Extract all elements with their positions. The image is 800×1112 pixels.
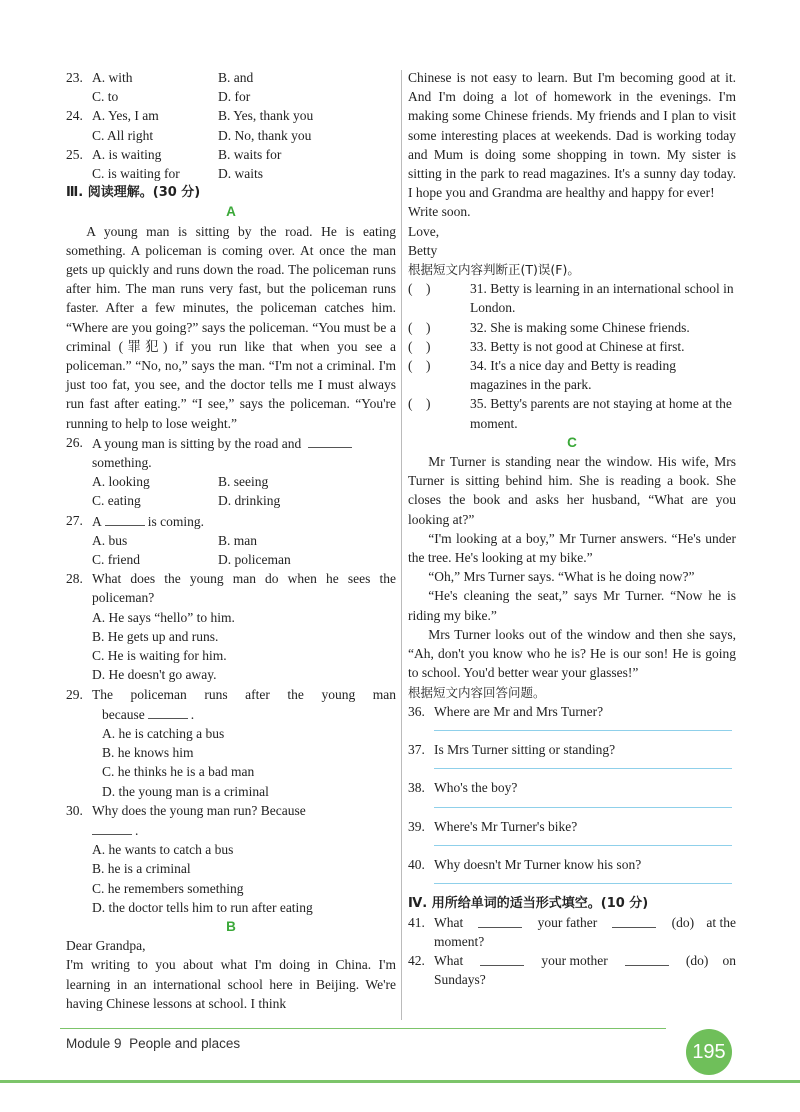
column-divider xyxy=(401,70,402,1020)
answer-blank[interactable] xyxy=(612,913,656,928)
passage-c-paragraph: Mr Turner is standing near the window. His wife, Mrs Turner is sitting behind him. She is reading a book. She closes the book and asks her husband, “What are you looking at?” xyxy=(408,454,736,527)
tf-item: ( ) 33. Betty is not good at Chinese at first. xyxy=(408,337,736,356)
module-title: Module 9 People and places xyxy=(66,1036,241,1051)
passage-a-label: A xyxy=(226,204,236,220)
answer-line[interactable] xyxy=(408,759,736,778)
tf-answer-box[interactable]: ( ) xyxy=(408,319,431,335)
right-column xyxy=(408,68,736,990)
answer-blank[interactable] xyxy=(478,913,522,928)
question-24: 24. A. Yes, I am B. Yes, thank you C. All right D. No, thank you xyxy=(66,108,314,143)
qa-question: 39. Where's Mr Turner's bike? xyxy=(408,818,578,834)
qa-question: 36. Where are Mr and Mrs Turner? xyxy=(408,703,604,719)
question-41: 41. What your father (do) at the moment? xyxy=(408,914,736,950)
tf-answer-box[interactable]: ( ) xyxy=(408,281,431,297)
page-number: 195 xyxy=(686,1029,732,1075)
qa-list xyxy=(408,702,736,894)
footer-bar xyxy=(0,1080,800,1083)
answer-line[interactable] xyxy=(408,721,736,740)
question-27: 27. A is coming. A. bus B. man C. friend D. policeman xyxy=(66,512,291,568)
letter-signature: Betty xyxy=(408,242,438,258)
answer-line[interactable] xyxy=(408,798,736,817)
question-29: 29. The policeman runs after the young man because . A. he is catching a bus B. he knows him C. he thinks he is a bad man D. the young man is a criminal xyxy=(66,686,396,799)
qa-question: 40. Why doesn't Mr Turner know his son? xyxy=(408,857,642,873)
page-footer xyxy=(0,1024,800,1084)
tf-item: ( ) 35. Betty's parents are not staying at home at the moment. xyxy=(408,394,736,432)
answer-line[interactable] xyxy=(408,836,736,855)
question-28: 28. What does the young man do when he sees the policeman? A. He says “hello” to him. B. He gets up and runs. C. He is waiting for him. D. He doesn't go away. xyxy=(66,571,396,683)
section-3-heading: Ⅲ. 阅读理解。(30 分) xyxy=(66,185,201,201)
tf-item: ( ) 32. She is making some Chinese friends. xyxy=(408,318,736,337)
tf-item: ( ) 31. Betty is learning in an international school in London. xyxy=(408,279,736,317)
answer-blank[interactable] xyxy=(148,704,188,719)
passage-c-paragraph: Mrs Turner looks out of the window and then she says, “Ah, don't you know who he is? He is our son! He is going to school. You'd better wear your glasses!” xyxy=(408,626,736,681)
tf-item: ( ) 34. It's a nice day and Betty is reading magazines in the park. xyxy=(408,356,736,394)
answer-blank[interactable] xyxy=(92,820,132,835)
passage-c-label: C xyxy=(567,434,577,450)
question-23: 23. A. with B. and C. to D. for xyxy=(66,70,254,105)
question-42: 42. What your mother (do) on Sundays? xyxy=(408,953,736,988)
answer-blank[interactable] xyxy=(308,433,352,448)
passage-c-paragraph: “He's cleaning the seat,” says Mr Turner. “Now he is riding my bike.” xyxy=(408,588,736,623)
tf-answer-box[interactable]: ( ) xyxy=(408,396,431,412)
letter-love: Love, xyxy=(408,223,440,239)
qa-question: 38. Who's the boy? xyxy=(408,780,518,796)
letter-closing: Write soon. xyxy=(408,204,471,220)
passage-b-label: B xyxy=(226,918,236,934)
footer-rule xyxy=(60,1028,666,1029)
tf-answer-box[interactable]: ( ) xyxy=(408,338,431,354)
tf-answer-box[interactable]: ( ) xyxy=(408,358,431,374)
passage-c-paragraph: “Oh,” Mrs Turner says. “What is he doing now?” xyxy=(428,569,695,585)
question-25: 25. A. is waiting B. waits for C. is waiting for D. waits xyxy=(66,146,282,182)
passage-c-paragraph: “I'm looking at a boy,” Mr Turner answers. “He's under the tree. He's looking at my bike.” xyxy=(408,530,736,566)
answer-blank[interactable] xyxy=(625,951,669,966)
letter-body-left: I'm writing to you about what I'm doing in China. I'm learning in an international school here in Beijing. We're having Chinese lessons at school. I think xyxy=(66,957,396,1011)
letter-greeting: Dear Grandpa, xyxy=(66,938,146,954)
letter-body-right: Chinese is not easy to learn. But I'm becoming good at it. And I'm doing a lot of homework in the evenings. I'm making some Chinese friends. My friends and I plan to visit some interesting places at weekends. Dad is working today and Mum is doing some shopping in town. My sister is sitting in the park to read magazines. It's a sunny day today. I hope you and Grandma are healthy and happy for ever! xyxy=(408,70,736,201)
true-false-list xyxy=(408,279,736,433)
answer-blank[interactable] xyxy=(105,511,145,526)
qa-instruction: 根据短文内容回答问题。 xyxy=(408,684,546,700)
section-4-heading: Ⅳ. 用所给单词的适当形式填空。(10 分) xyxy=(408,895,649,911)
question-30: 30. Why does the young man run? Because . A. he wants to catch a bus B. he is a criminal C. he remembers something D. the doctor tells him to run after eating xyxy=(66,802,313,915)
answer-line[interactable] xyxy=(408,874,736,893)
true-false-instruction: 根据短文内容判断正(T)误(F)。 xyxy=(408,262,580,278)
question-26: 26. A young man is sitting by the road and something. A. looking B. seeing C. eating D. drinking xyxy=(66,433,396,511)
qa-question: 37. Is Mrs Turner sitting or standing? xyxy=(408,742,616,758)
left-column xyxy=(66,68,396,1013)
answer-blank[interactable] xyxy=(480,951,524,966)
passage-a: A young man is sitting by the road. He is eating something. A policeman is coming over. At once the man gets up quickly and runs down the road. The policeman runs after him. The man runs very fast, but the policeman runs faster. After a few minutes, the policeman catches him. “Where are you going?” says the policeman. “You must be a criminal (罪犯) if you run like that when you see a policeman.” “No, no,” says the man. “I'm not a criminal. I'm just too fat, you see, and the doctor tells me I must always run fast after eating.” “I see,” says the policeman. “You're running to help to lose weight.” xyxy=(66,223,396,431)
